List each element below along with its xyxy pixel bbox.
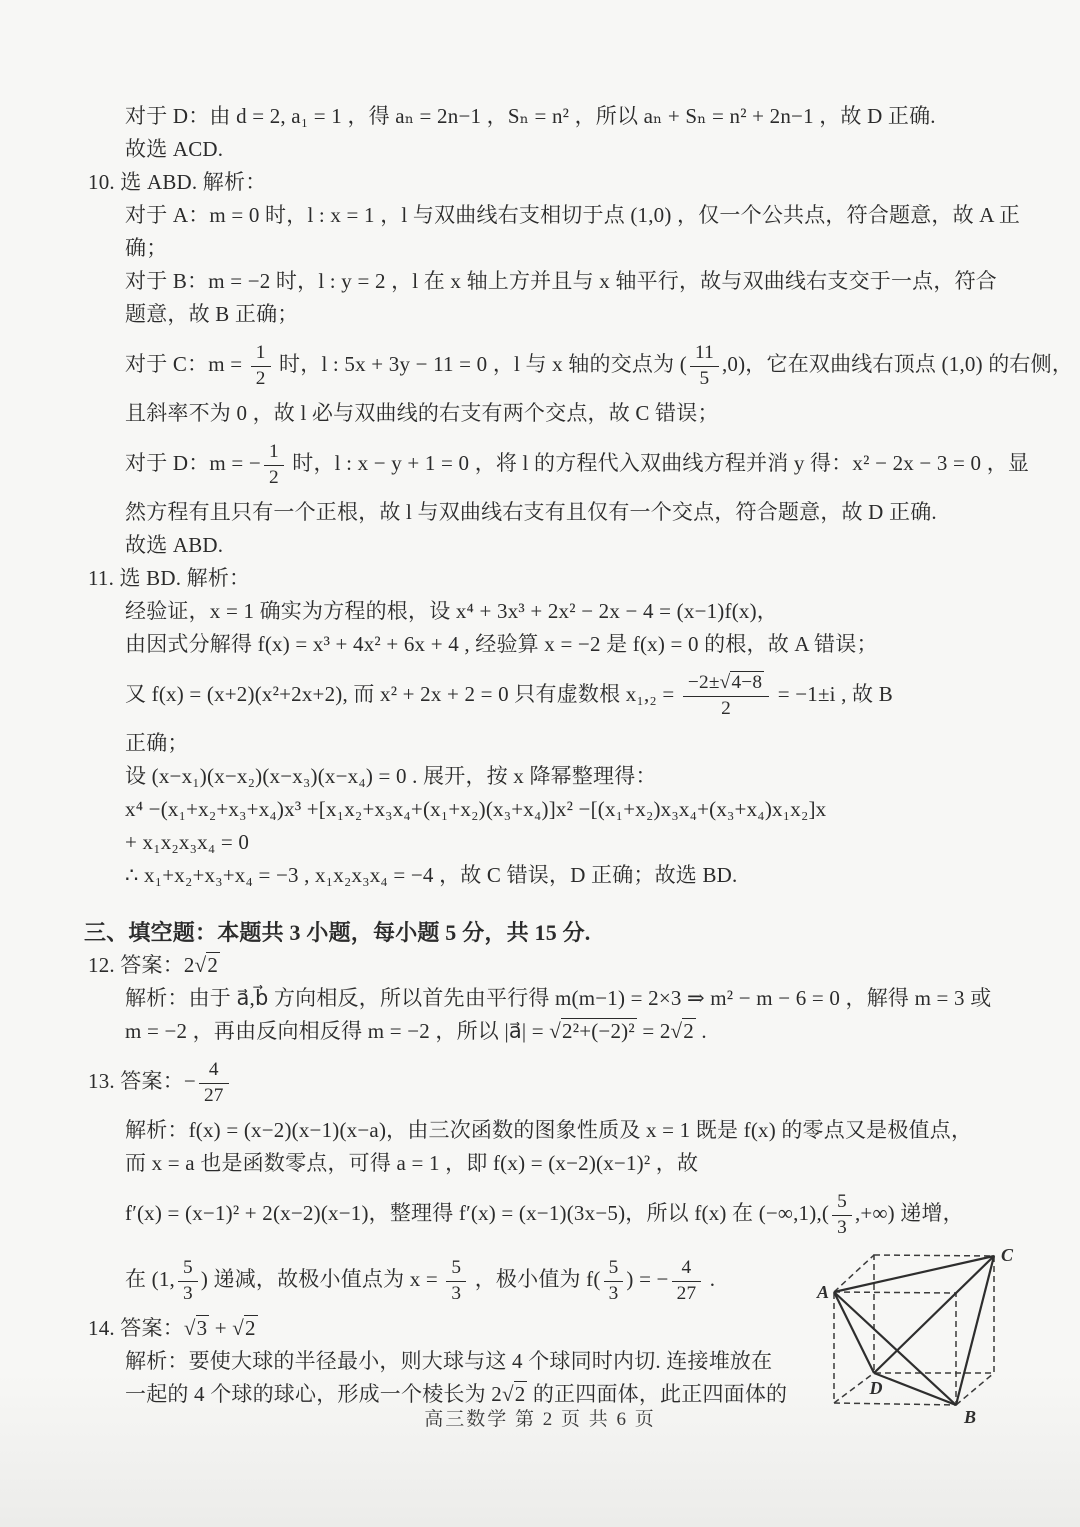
question-number-line: 11. 选 BD. 解析： <box>88 566 251 590</box>
solution-line: 又 f(x) = (x+2)(x²+2x+2), 而 x² + 2x + 2 = 0 只有虚数根 x₁,₂ = $\frac{-2\pm√4-8}{2}$ = −1±i , 故 B <box>125 672 893 719</box>
vertex-label-d: D <box>869 1378 883 1398</box>
solution-line: 解析：f(x) = (x−2)(x−1)(x−a)，由三次函数的图象性质及 x = 1 既是 f(x) 的零点又是极值点， <box>125 1118 973 1142</box>
solution-line: 经验证，x = 1 确实为方程的根，设 x⁴ + 3x³ + 2x² − 2x − 4 = (x−1)f(x)， <box>125 599 778 623</box>
vertex-label-b: B <box>964 1407 977 1427</box>
question-number-line: 12. 答案：2√2 <box>88 953 219 977</box>
solution-line: 确； <box>125 236 168 260</box>
solution-line: 对于 D：m = − $\frac{1}{2}$ 时，l : x − y + 1 = 0 ，将 l 的方程代入双曲线方程并消 y 得：x² − 2x − 3 = 0 ，显 <box>125 441 1030 488</box>
solution-line: 对于 C：m = $\frac{1}{2}$ 时，l : 5x + 3y − 11 = 0 ，l 与 x 轴的交点为 ( $\frac{11}{5}$ ,0)，它在双曲线右顶点 (1,0) 的右侧， <box>125 342 1074 389</box>
solution-line: 然方程有且只有一个正根，故 l 与双曲线右支有且仅有一个交点，符合题意，故 D 正确. <box>125 500 937 524</box>
question-number-line: 10. 选 ABD. 解析： <box>88 170 267 194</box>
solution-line: 对于 A：m = 0 时，l : x = 1 ，l 与双曲线右支相切于点 (1,0) ，仅一个公共点，符合题意，故 A 正 <box>125 203 1021 227</box>
solution-line: 在 (1, $\frac{5}{3}$ ) 递减，故极小值点为 x = $\frac{5}{3}$ ，极小值为 f( $\frac{5}{3}$ ) = − $\frac{4}{27}$ . <box>125 1257 716 1304</box>
solution-line: 题意，故 B 正确； <box>125 302 299 326</box>
solution-line: 对于 B：m = −2 时，l : y = 2 ，l 在 x 轴上方并且与 x 轴平行，故与双曲线右支交于一点，符合 <box>125 269 997 293</box>
solution-line: + x₁x₂x₃x₄ = 0 <box>125 830 250 854</box>
solution-line: 故选 ACD. <box>125 137 224 161</box>
solution-line: f′(x) = (x−1)² + 2(x−2)(x−1)，整理得 f′(x) = (x−1)(3x−5)，所以 f(x) 在 (−∞,1),( $\frac{5}{3}$ ,+∞) 递增， <box>125 1191 964 1238</box>
solution-line: 正确； <box>125 731 189 755</box>
solution-line: 对于 D：由 d = 2, a₁ = 1 ，得 aₙ = 2n−1 ，Sₙ = n² ，所以 aₙ + Sₙ = n² + 2n−1 ，故 D 正确. <box>125 104 936 128</box>
solution-line: 解析：由于 a⃗,b⃗ 方向相反，所以首先由平行得 m(m−1) = 2×3 ⇒ m² − m − 6 = 0 ，解得 m = 3 或 <box>125 986 992 1010</box>
question-number-line: 13. 答案：− $\frac{4}{27}$ <box>88 1048 1080 1114</box>
solution-line: 且斜率不为 0 ，故 l 必与双曲线的右支有两个交点，故 C 错误； <box>125 401 719 425</box>
vertex-label-c: C <box>1001 1245 1014 1265</box>
solution-line: 解析：要使大球的半径最小，则大球与这 4 个球同时内切. 连接堆放在 <box>125 1349 773 1373</box>
solution-line: 设 (x−x₁)(x−x₂)(x−x₃)(x−x₄) = 0 . 展开，按 x 降幂整理得： <box>125 764 657 788</box>
page-footer: 高三数学 第 2 页 共 6 页 <box>424 1409 656 1430</box>
solution-line: 一起的 4 个球的球心，形成一个棱长为 2√2 的正四面体，此正四面体的 <box>125 1382 788 1406</box>
solution-line: x⁴ −(x₁+x₂+x₃+x₄)x³ +[x₁x₂+x₃x₄+(x₁+x₂)(x₃+x₄)]x² −[(x₁+x₂)x₃x₄+(x₃+x₄)x₁x₂]x <box>125 797 827 821</box>
solution-line: 由因式分解得 f(x) = x³ + 4x² + 6x + 4 , 经验算 x = −2 是 f(x) = 0 的根，故 A 错误； <box>125 632 878 656</box>
section-heading: 三、填空题：本题共 3 小题，每小题 5 分，共 15 分. <box>84 920 591 945</box>
solution-line: 而 x = a 也是函数零点，可得 a = 1 ，即 f(x) = (x−2)(x−1)² ，故 <box>125 1151 699 1175</box>
solution-line: ∴ x₁+x₂+x₃+x₄ = −3 , x₁x₂x₃x₄ = −4 ，故 C 错误，D 正确；故选 BD. <box>125 863 738 887</box>
solution-line: m = −2 ，再由反向相反得 m = −2 ，所以 |a⃗| = √2²+(−2)² = 2√2 . <box>125 1019 707 1043</box>
question-number-line: 14. 答案：√3 + √2 <box>88 1316 256 1340</box>
solution-line: 故选 ABD. <box>125 533 224 557</box>
vertex-label-a: A <box>816 1282 829 1302</box>
